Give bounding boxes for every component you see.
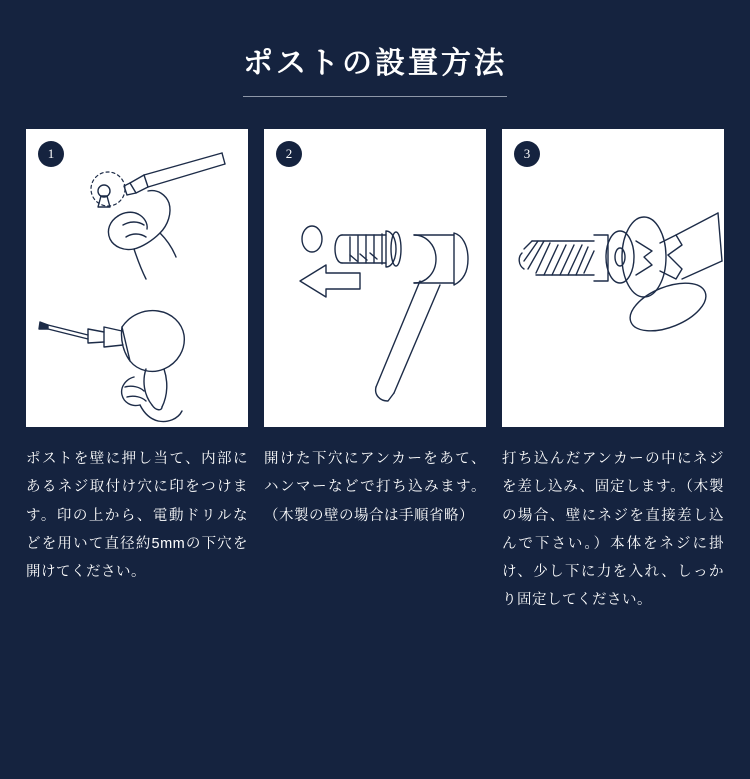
step-2-image (264, 129, 486, 427)
step-2-badge: 2 (276, 141, 302, 167)
step-1-image (26, 129, 248, 427)
step-3-image (502, 129, 724, 427)
screw-driver-into-anchor-icon (502, 129, 724, 427)
step-3-caption: 打ち込んだアンカーの中にネジを差し込み、固定します。（木製の場合、壁にネジを直接差し込んで下さい。）本体をネジに掛け、少し下に力を入れ、しっかり固定してください。 (502, 451, 724, 609)
step-1-badge: 1 (38, 141, 64, 167)
page-title: ポストの設置方法 (243, 38, 507, 97)
steps-container (0, 129, 750, 615)
step-2-caption: 開けた下穴にアンカーをあて、ハンマーなどで打ち込みます。（木製の壁の場合は手順省略） (264, 451, 486, 524)
step-3 (502, 129, 724, 615)
step-1-caption: ポストを壁に押し当て、内部にあるネジ取付け穴に印をつけます。印の上から、電動ドリルなどを用いて直径約5mmの下穴を開けてください。 (26, 451, 248, 581)
anchor-and-hammer-icon (264, 129, 486, 427)
step-3-badge: 3 (514, 141, 540, 167)
step-1 (26, 129, 248, 615)
page-title-container (0, 0, 750, 97)
hand-marking-wall-and-electric-drill-icon (26, 129, 248, 427)
step-2 (264, 129, 486, 615)
